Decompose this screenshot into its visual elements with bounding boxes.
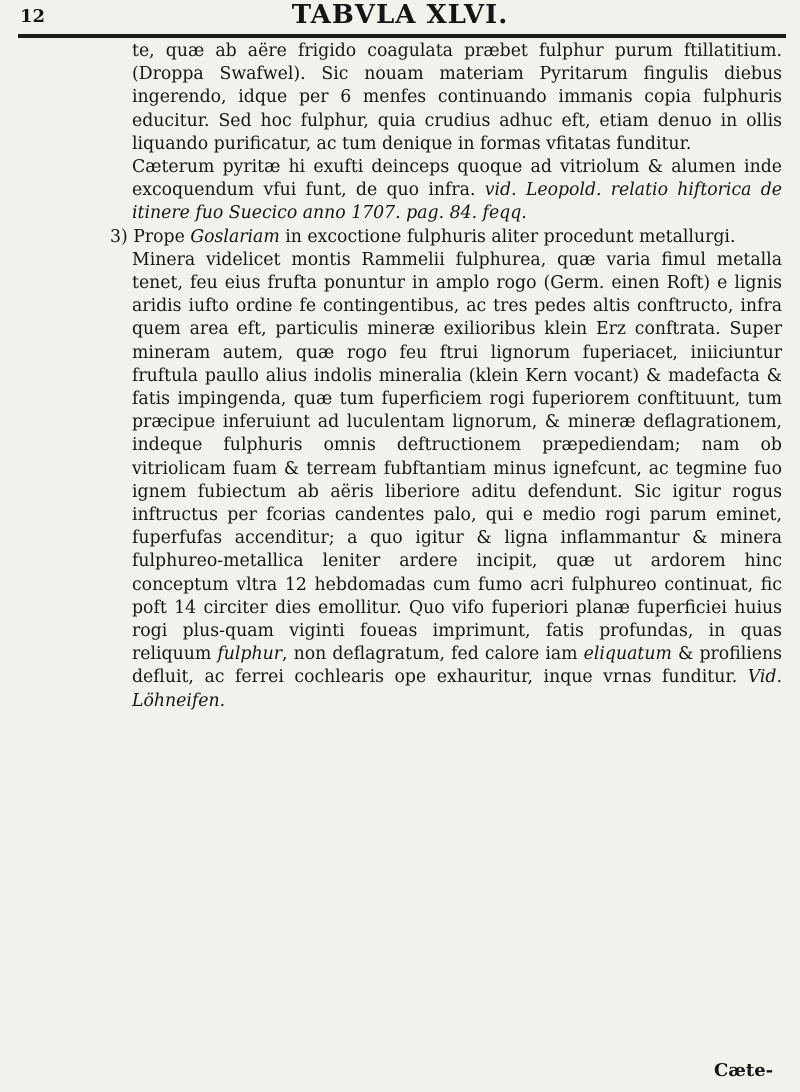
term-eliquatum: eliquatum xyxy=(583,644,672,665)
paragraph-3-mid: , non deflagratum, fed calore iam xyxy=(282,644,578,665)
header-rule xyxy=(18,34,786,38)
paragraph-1b xyxy=(132,156,782,226)
main-text-block xyxy=(110,40,782,713)
term-sulphur: fulphur xyxy=(217,644,282,665)
page-number: 12 xyxy=(20,6,46,27)
paragraph-1a: te, quæ ab aëre frigido coagulata præbet fulphur purum ftillatitium. (Droppa Swafwel). Sic nouam materiam Pyritarum fingulis diebus ingerendo, idque per 6 menfes continuando immanis copia fulphuris educitur. Sed hoc fulphur, quia crudius adhuc eft, etiam denuo in ollis liquando purificatur, ac tum denique in formas vfitatas funditur. xyxy=(132,41,782,154)
paragraph-3-end: & profiliens defluit, ac ferrei cochlearis ope exhauritur, inque vrnas funditur. xyxy=(132,644,782,688)
paragraph-2-text: in excoctione fulphuris aliter procedunt metallurgi. xyxy=(285,226,736,247)
place-goslaria: Goslariam xyxy=(190,226,280,247)
running-title: TABVLA XLVI. xyxy=(291,0,509,30)
paragraph-3 xyxy=(132,249,782,713)
paragraph-2 xyxy=(110,226,782,249)
reference-lohneisen: Vid. Löhneifen. xyxy=(132,667,782,711)
paragraph-2-intro: Prope xyxy=(133,226,185,247)
item-number: 3) xyxy=(110,226,128,247)
reference-leopold: vid. Leopold. relatio hiftorica de itinere fuo Suecico anno 1707. pag. 84. feqq. xyxy=(132,180,782,224)
catchword: Cæte- xyxy=(714,1060,774,1081)
paragraph-3-text: Minera videlicet montis Rammelii fulphurea, quæ varia fimul metalla tenet, feu eius frufta ponuntur in amplo rogo (Germ. einen Roft) e lignis aridis iufto ordine fe contingentibus, ac tres pedes altis conftructo, infra quem area eft, particulis mineræ exilioribus klein Erz conftrata. Super mineram autem, quæ rogo feu ftrui lignorum fuperiacet, iniiciuntur fruftula paullo alius indolis mineralia (klein Kern vocant) & madefacta & fatis impingenda, quæ tum fuperficiem rogi fuperiorem conftituunt, tum præcipue inferuiunt ad luculentam lignorum, & mineræ deflagrationem, indeque fulphuris omnis deftructionem præpediendam; nam ob vitriolicam fuam & terream fubftantiam minus ignefcunt, ac tegmine fuo ignem fubiectum ab aëris liberiore aditu defendunt. Sic igitur rogus inftructus per fcorias candentes palo, qui e medio rogi parum eminet, fuperfufas accenditur; a quo igitur & ligna inflammantur & minera fulphureo-metallica leniter ardere incipit, quæ ut ardorem hinc conceptum vltra 12 hebdomadas cum fumo acri fulphureo continuat, fic poft 14 circiter dies emollitur. Quo vifo fuperiori planæ fuperficiei huius rogi plus-quam viginti foueas imprimunt, fatis profundas, in quas reliquum xyxy=(132,249,782,665)
paragraph-1b-text: Cæterum pyritæ hi exufti deinceps quoque ad vitriolum & alumen inde excoquendum vfui funt, de quo infra. xyxy=(132,157,782,201)
